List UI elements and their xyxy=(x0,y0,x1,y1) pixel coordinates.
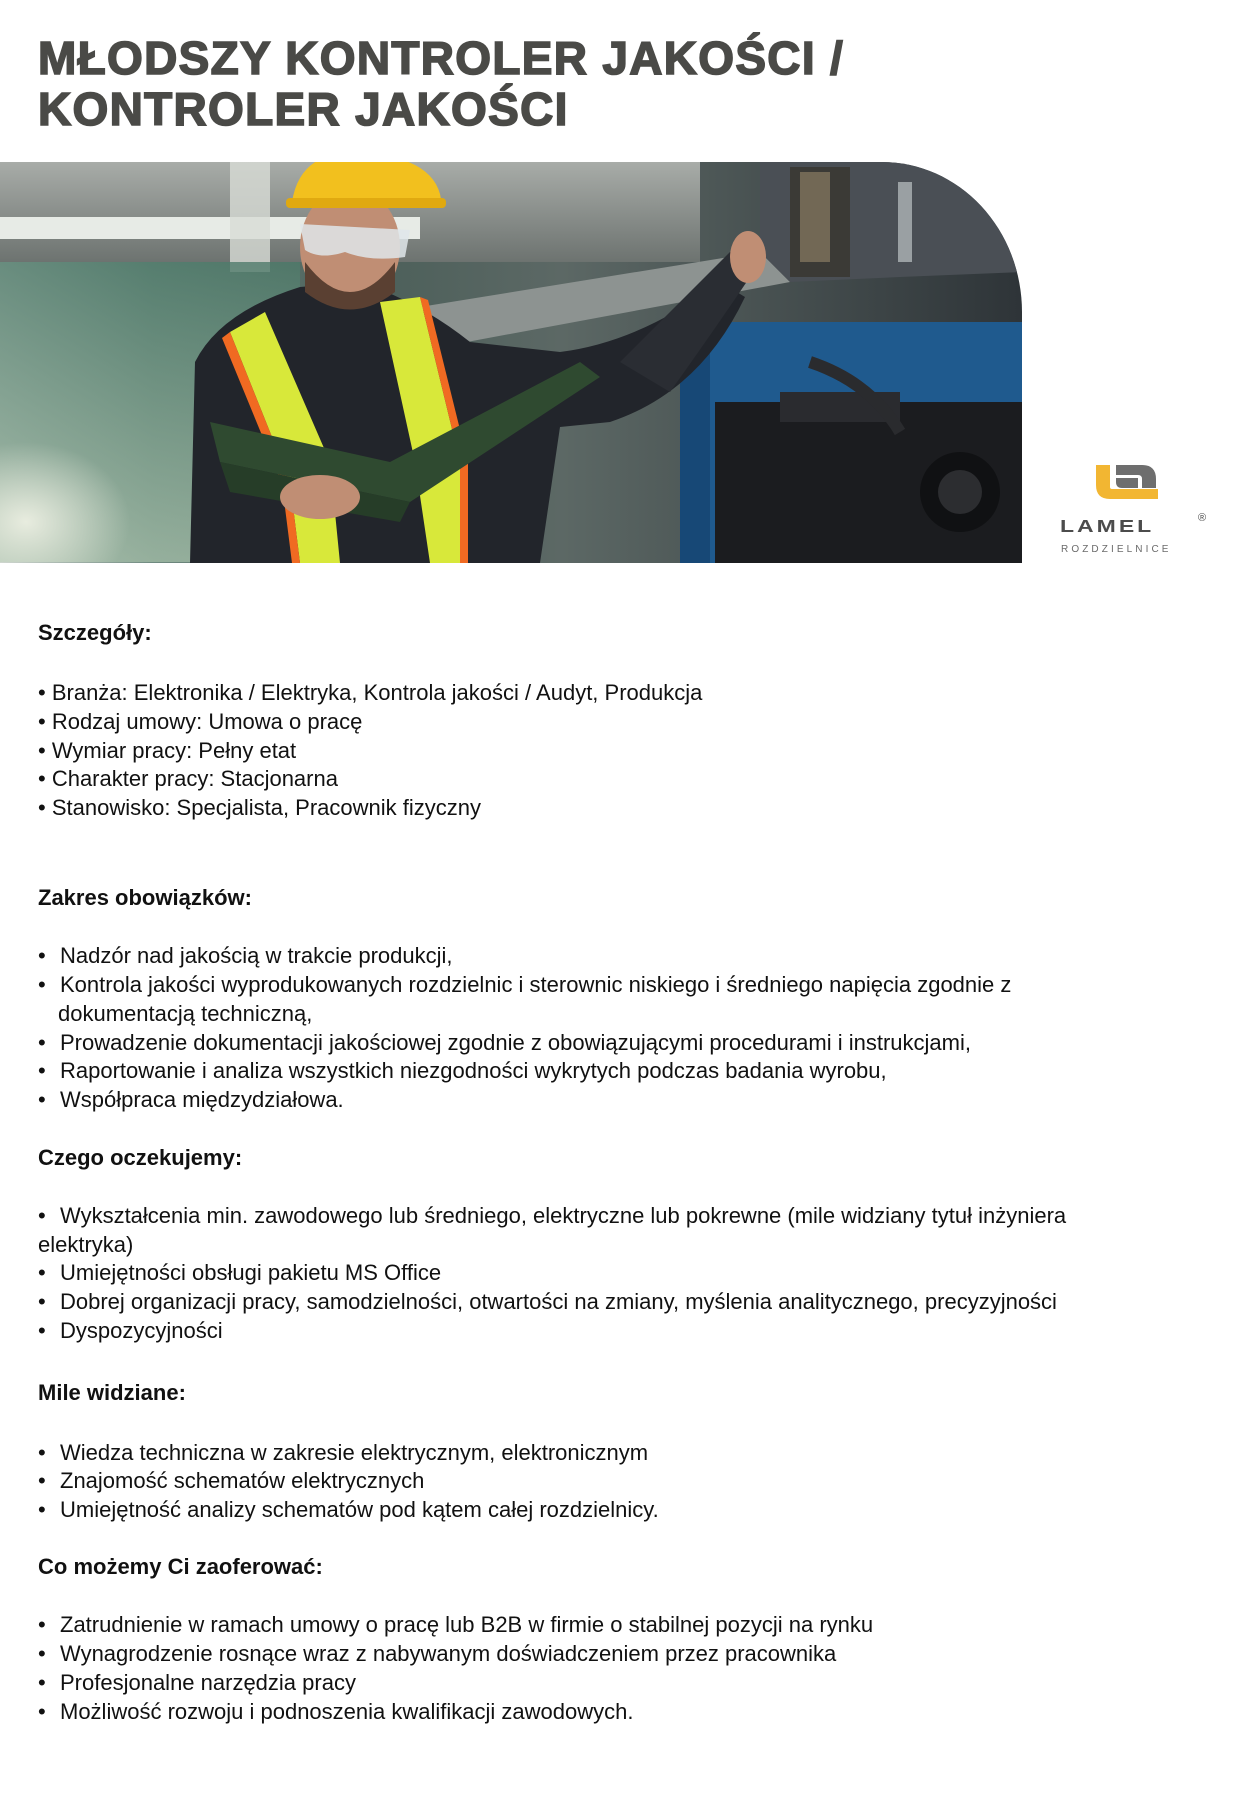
logo-name: LAMEL xyxy=(1060,515,1155,536)
bullet-icon: • xyxy=(38,766,46,791)
list-item: • Prowadzenie dokumentacji jakościowej zgodnie z obowiązującymi procedurami i instrukcjami, xyxy=(38,1030,971,1055)
bullet-icon: • xyxy=(38,709,46,734)
section-heading: Co możemy Ci zaoferować: xyxy=(38,1554,323,1579)
section-heading: Mile widziane: xyxy=(38,1380,186,1405)
section-heading: Zakres obowiązków: xyxy=(38,885,252,910)
list-item: • Dobrej organizacji pracy, samodzielności, otwartości na zmiany, myślenia analitycznego, precyzyjności xyxy=(38,1289,1057,1314)
list-item: • Umiejętności obsługi pakietu MS Office xyxy=(38,1260,442,1285)
list-item: • Profesjonalne narzędzia pracy xyxy=(38,1670,356,1695)
registered-mark: ® xyxy=(1198,512,1207,524)
bullet-icon: • xyxy=(38,1612,46,1637)
list-item: • Branża: Elektronika / Elektryka, Kontrola jakości / Audyt, Produkcja xyxy=(38,680,703,705)
list-item: • Wymiar pracy: Pełny etat xyxy=(38,738,297,763)
bullet-icon: • xyxy=(38,1468,46,1493)
bullet-icon: • xyxy=(38,1318,46,1343)
list-item: • Raportowanie i analiza wszystkich niezgodności wykrytych podczas badania wyrobu, xyxy=(38,1058,887,1083)
bullet-icon: • xyxy=(38,738,46,763)
list-item: • Wykształcenia min. zawodowego lub średniego, elektryczne lub pokrewne (mile widziany tytuł inżyniera xyxy=(38,1203,1067,1228)
list-item-continuation: dokumentacją techniczną, xyxy=(58,1001,313,1026)
bullet-icon: • xyxy=(38,1699,46,1724)
bullet-icon: • xyxy=(38,795,46,820)
bullet-icon: • xyxy=(38,1058,46,1083)
worker-photo-icon xyxy=(0,162,1022,563)
list-item: • Stanowisko: Specjalista, Pracownik fizyczny xyxy=(38,795,481,820)
list-item: • Wiedza techniczna w zakresie elektrycznym, elektronicznym xyxy=(38,1440,649,1465)
page-title xyxy=(38,33,844,135)
list-item: • Współpraca międzydziałowa. xyxy=(38,1087,344,1112)
bullet-icon: • xyxy=(38,1030,46,1055)
bullet-icon: • xyxy=(38,1260,46,1285)
list-item: • Umiejętność analizy schematów pod kątem całej rozdzielnicy. xyxy=(38,1497,659,1522)
bullet-icon: • xyxy=(38,972,46,997)
bullet-icon: • xyxy=(38,1670,46,1695)
lamel-logo-mark-icon xyxy=(1096,465,1158,499)
bullet-icon: • xyxy=(38,1203,46,1228)
list-item: • Zatrudnienie w ramach umowy o pracę lub B2B w firmie o stabilnej pozycji na rynku xyxy=(38,1612,874,1637)
list-item: • Znajomość schematów elektrycznych xyxy=(38,1468,425,1493)
company-logo xyxy=(1058,460,1208,560)
list-item: • Rodzaj umowy: Umowa o pracę xyxy=(38,709,363,734)
list-item: • Możliwość rozwoju i podnoszenia kwalifikacji zawodowych. xyxy=(38,1699,634,1724)
list-item: • Dyspozycyjności xyxy=(38,1318,223,1343)
list-item: • Wynagrodzenie rosnące wraz z nabywanym doświadczeniem przez pracownika xyxy=(38,1641,837,1666)
section-heading: Czego oczekujemy: xyxy=(38,1145,243,1170)
bullet-icon: • xyxy=(38,1289,46,1314)
list-item: • Kontrola jakości wyprodukowanych rozdzielnic i sterownic niskiego i średniego napięcia zgodnie z xyxy=(38,972,1012,997)
bullet-icon: • xyxy=(38,1497,46,1522)
hero-image xyxy=(0,162,1022,563)
title-line-2: KONTROLER JAKOŚCI xyxy=(38,83,569,135)
bullet-icon: • xyxy=(38,943,46,968)
list-item-continuation: elektryka) xyxy=(38,1232,134,1257)
bullet-icon: • xyxy=(38,1440,46,1465)
section-heading: Szczegóły: xyxy=(38,620,152,645)
bullet-icon: • xyxy=(38,1087,46,1112)
list-item: • Nadzór nad jakością w trakcie produkcji, xyxy=(38,943,453,968)
list-item: • Charakter pracy: Stacjonarna xyxy=(38,766,338,791)
bullet-icon: • xyxy=(38,680,46,705)
bullet-icon: • xyxy=(38,1641,46,1666)
title-line-1: MŁODSZY KONTROLER JAKOŚCI / xyxy=(38,32,845,84)
logo-subtitle: ROZDZIELNICE xyxy=(1061,544,1172,555)
